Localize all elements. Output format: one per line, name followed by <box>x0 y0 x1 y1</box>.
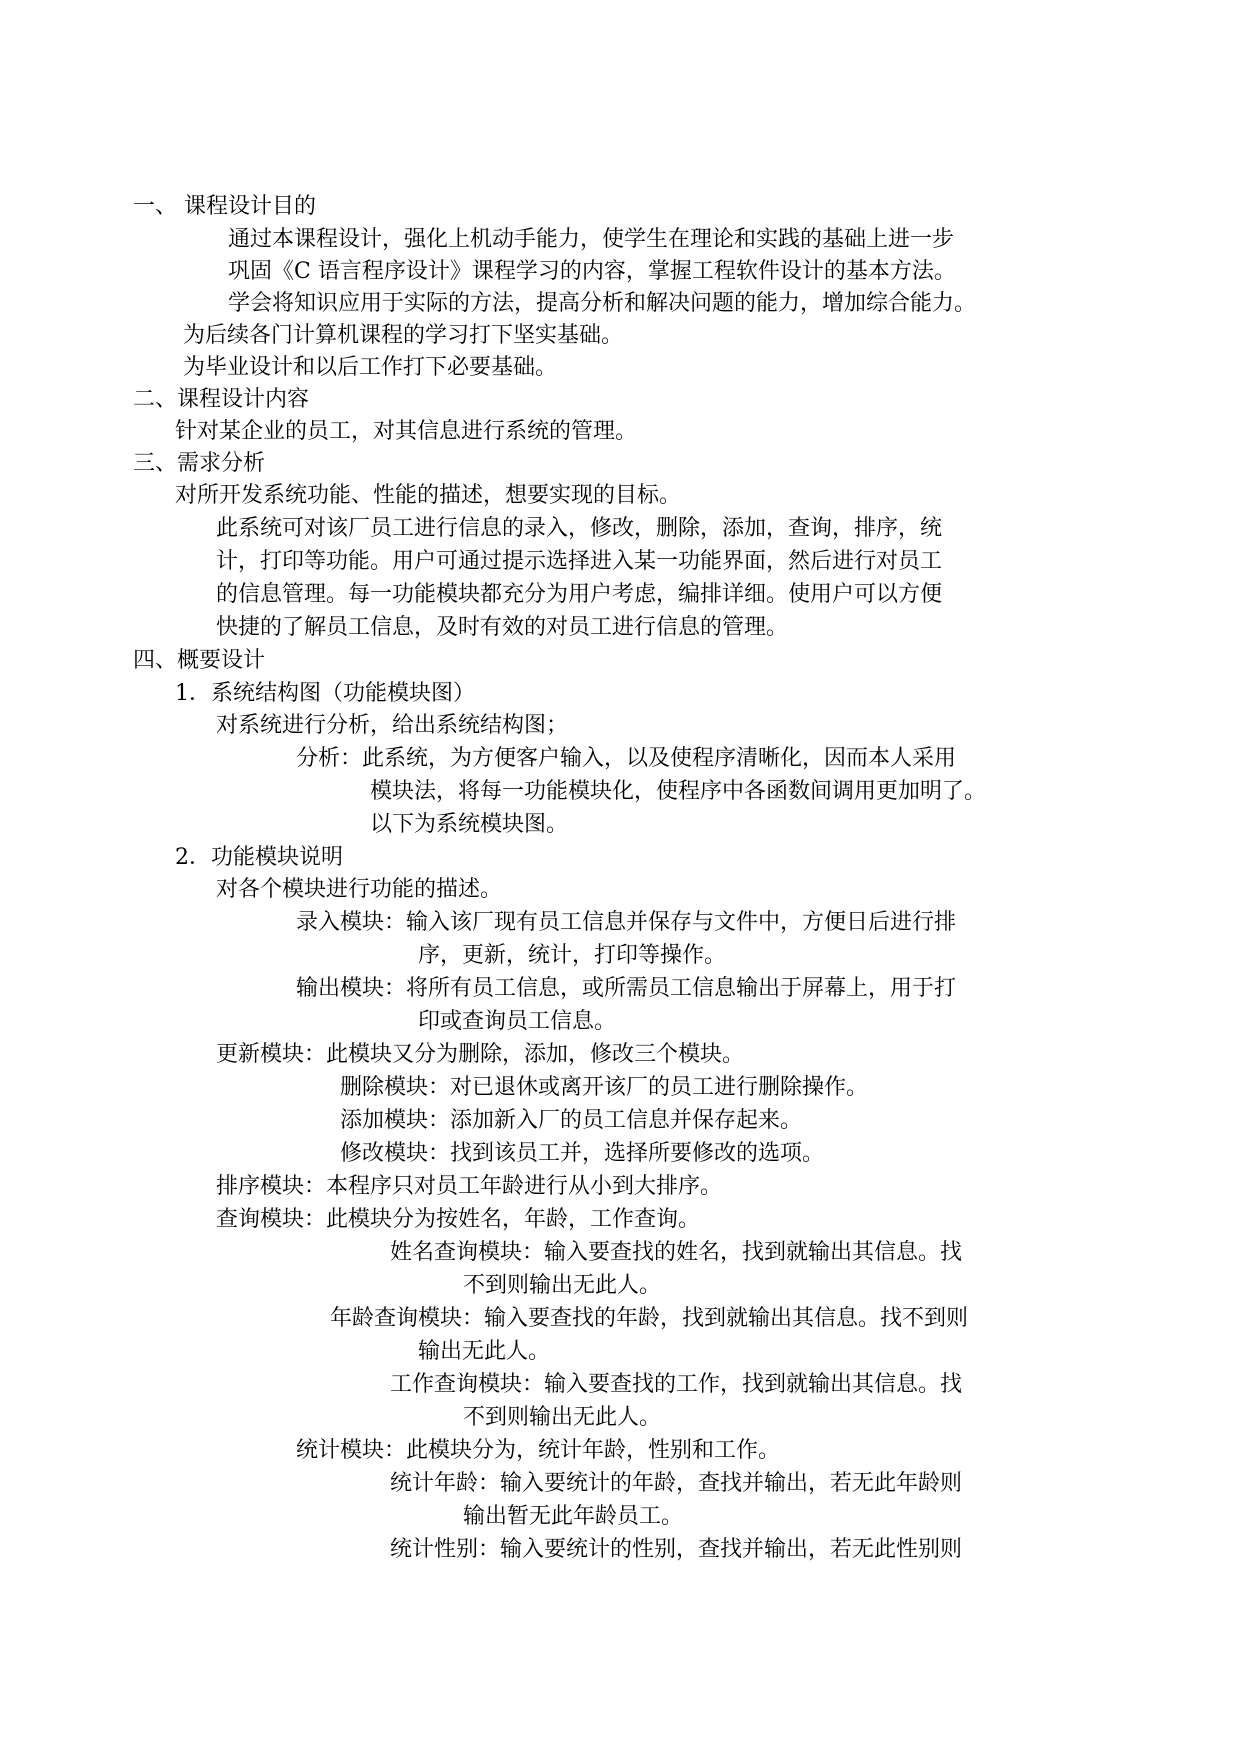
paragraph-line: 为后续各门计算机课程的学习打下坚实基础。 <box>183 323 624 348</box>
paragraph-line: 对系统进行分析，给出系统结构图； <box>216 713 569 738</box>
module-line: 录入模块：输入该厂现有员工信息并保存与文件中，方便日后进行排 <box>296 910 957 935</box>
module-line: 工作查询模块：输入要查找的工作，找到就输出其信息。找 <box>390 1372 963 1397</box>
paragraph-line: 巩固《C 语言程序设计》课程学习的内容，掌握工程软件设计的基本方法。 <box>228 259 956 284</box>
paragraph-line: 针对某企业的员工，对其信息进行系统的管理。 <box>175 419 638 444</box>
module-line: 添加模块：添加新入厂的员工信息并保存起来。 <box>340 1108 803 1133</box>
paragraph-line: 快捷的了解员工信息，及时有效的对员工进行信息的管理。 <box>216 615 789 640</box>
paragraph-line: 计，打印等功能。用户可通过提示选择进入某一功能界面，然后进行对员工 <box>216 549 943 574</box>
module-line: 统计性别：输入要统计的性别，查找并输出，若无此性别则 <box>390 1537 963 1562</box>
paragraph-line: 模块法，将每一功能模块化，使程序中各函数间调用更加明了。 <box>370 779 987 804</box>
module-line: 删除模块：对已退休或离开该厂的员工进行删除操作。 <box>340 1075 869 1100</box>
module-line: 查询模块：此模块分为按姓名，年龄，工作查询。 <box>216 1207 701 1232</box>
paragraph-line: 此系统可对该厂员工进行信息的录入，修改，删除，添加，查询，排序，统 <box>216 516 943 541</box>
module-line: 年龄查询模块：输入要查找的年龄，找到就输出其信息。找不到则 <box>330 1306 969 1331</box>
module-line: 序，更新，统计，打印等操作。 <box>418 943 727 968</box>
module-line: 姓名查询模块：输入要查找的姓名，找到就输出其信息。找 <box>390 1240 963 1265</box>
paragraph-line: 为毕业设计和以后工作打下必要基础。 <box>183 355 558 380</box>
paragraph-line: 学会将知识应用于实际的方法，提高分析和解决问题的能力，增加综合能力。 <box>228 291 977 316</box>
subsection-2-title: 2．功能模块说明 <box>175 845 343 870</box>
module-line: 统计模块：此模块分为，统计年龄，性别和工作。 <box>296 1438 781 1463</box>
subsection-1-title: 1．系统结构图（功能模块图） <box>175 681 475 706</box>
section-2-heading: 二、课程设计内容 <box>133 387 310 412</box>
module-line: 统计年龄：输入要统计的年龄，查找并输出，若无此年龄则 <box>390 1471 963 1496</box>
module-line: 不到则输出无此人。 <box>463 1405 662 1430</box>
module-line: 输出无此人。 <box>418 1339 551 1364</box>
paragraph-line: 以下为系统模块图。 <box>370 812 569 837</box>
paragraph-line: 的信息管理。每一功能模块都充分为用户考虑，编排详细。使用户可以方便 <box>216 582 943 607</box>
section-1-heading: 一、 课程设计目的 <box>133 194 316 219</box>
module-line: 不到则输出无此人。 <box>463 1273 662 1298</box>
paragraph-line: 对各个模块进行功能的描述。 <box>216 877 503 902</box>
paragraph-line: 通过本课程设计，强化上机动手能力，使学生在理论和实践的基础上进一步 <box>228 227 955 252</box>
section-3-heading: 三、需求分析 <box>133 451 266 476</box>
paragraph-line: 对所开发系统功能、性能的描述，想要实现的目标。 <box>175 483 682 508</box>
paragraph-line: 分析：此系统，为方便客户输入，以及使程序清晰化，因而本人采用 <box>296 746 957 771</box>
module-line: 更新模块：此模块又分为删除，添加，修改三个模块。 <box>216 1042 745 1067</box>
module-line: 修改模块：找到该员工并，选择所要修改的选项。 <box>340 1141 825 1166</box>
module-line: 排序模块：本程序只对员工年龄进行从小到大排序。 <box>216 1174 723 1199</box>
section-4-heading: 四、概要设计 <box>133 648 266 673</box>
module-line: 印或查询员工信息。 <box>418 1009 617 1034</box>
module-line: 输出暂无此年龄员工。 <box>463 1504 684 1529</box>
module-line: 输出模块：将所有员工信息，或所需员工信息输出于屏幕上，用于打 <box>296 976 957 1001</box>
